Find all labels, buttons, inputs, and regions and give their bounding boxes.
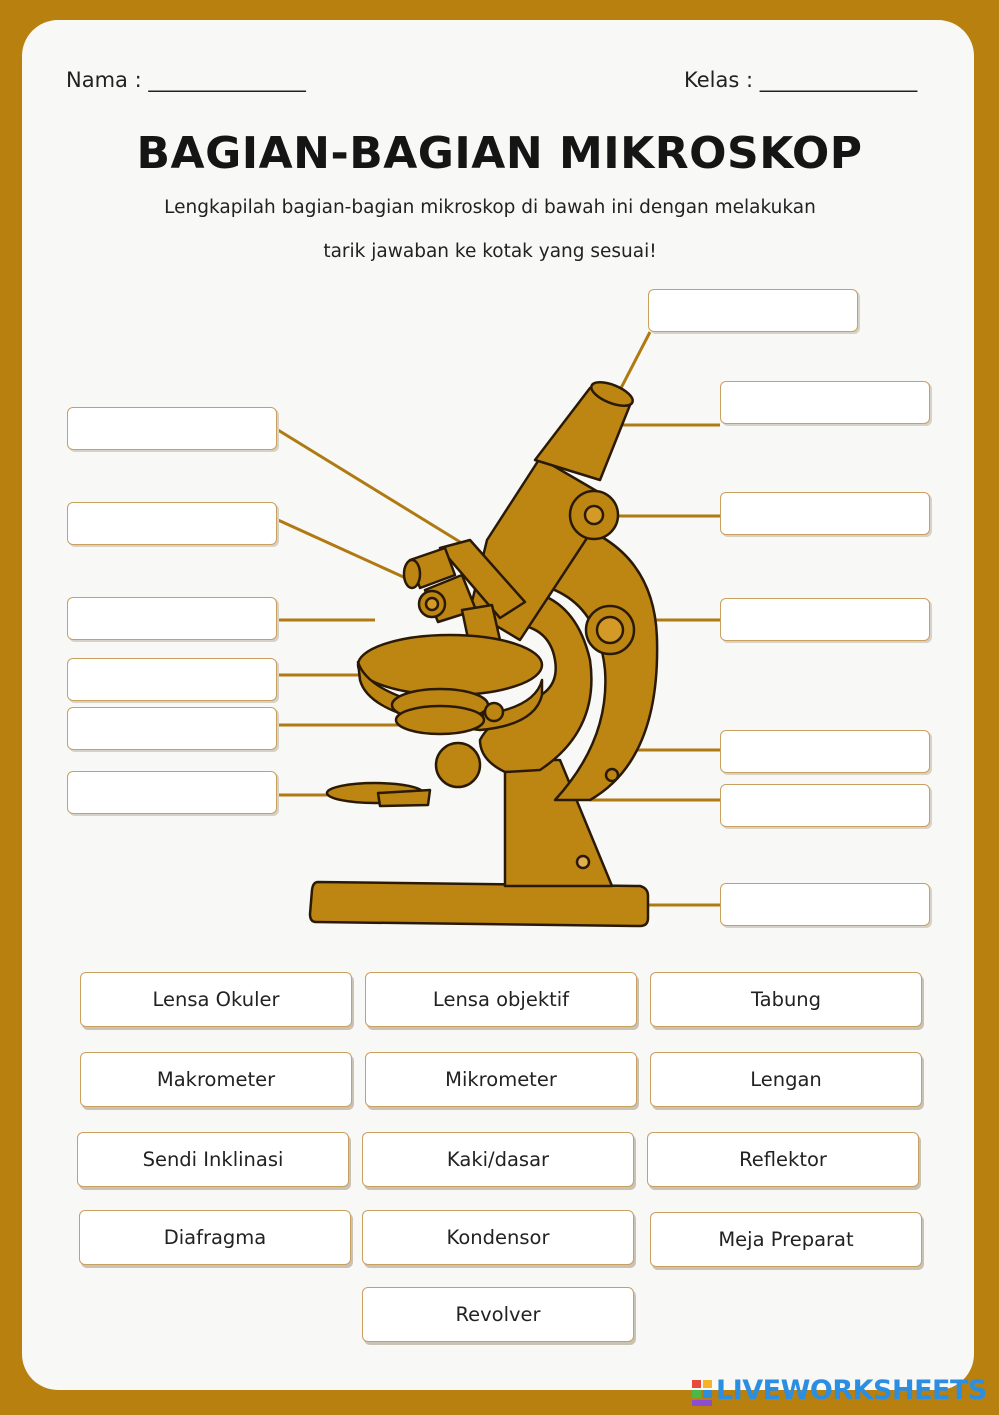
drop-box-left-6[interactable] bbox=[67, 771, 277, 814]
answer-option[interactable]: Reflektor bbox=[647, 1132, 919, 1187]
answer-option[interactable]: Kaki/dasar bbox=[362, 1132, 634, 1187]
drop-box-left-4[interactable] bbox=[67, 658, 277, 701]
drop-box-right-5[interactable] bbox=[720, 730, 930, 773]
instruction-line-2: tarik jawaban ke kotak yang sesuai! bbox=[323, 241, 657, 262]
answer-option[interactable]: Revolver bbox=[362, 1287, 634, 1342]
answer-option[interactable]: Kondensor bbox=[362, 1210, 634, 1265]
drop-box-right-6[interactable] bbox=[720, 784, 930, 827]
drop-box-right-7[interactable] bbox=[720, 883, 930, 926]
drop-box-right-4[interactable] bbox=[720, 598, 930, 641]
drop-box-right-3[interactable] bbox=[720, 492, 930, 535]
microscope-body bbox=[310, 377, 657, 926]
answer-option[interactable]: Meja Preparat bbox=[650, 1212, 922, 1267]
drop-box-left-1[interactable] bbox=[67, 407, 277, 450]
answer-option[interactable]: Mikrometer bbox=[365, 1052, 637, 1107]
name-field-label: Nama : _______________ bbox=[66, 68, 306, 92]
page-title: BAGIAN-BAGIAN MIKROSKOP bbox=[136, 128, 863, 179]
drop-box-left-5[interactable] bbox=[67, 707, 277, 750]
drop-box-left-3[interactable] bbox=[67, 597, 277, 640]
answer-option[interactable]: Lengan bbox=[650, 1052, 922, 1107]
answer-option[interactable]: Makrometer bbox=[80, 1052, 352, 1107]
answer-option[interactable]: Tabung bbox=[650, 972, 922, 1027]
answer-option[interactable]: Diafragma bbox=[79, 1210, 351, 1265]
instruction-line-1: Lengkapilah bagian-bagian mikroskop di bawah ini dengan melakukan bbox=[164, 197, 816, 218]
class-field-label: Kelas : _______________ bbox=[684, 68, 918, 92]
drop-box-right-2[interactable] bbox=[720, 381, 930, 424]
answer-option[interactable]: Lensa objektif bbox=[365, 972, 637, 1027]
liveworksheets-brand: LIVEWORKSHEETS bbox=[716, 1375, 987, 1406]
answer-option[interactable]: Lensa Okuler bbox=[80, 972, 352, 1027]
drop-box-left-2[interactable] bbox=[67, 502, 277, 545]
drop-box-right-1[interactable] bbox=[648, 289, 858, 332]
liveworksheets-logo-icon bbox=[692, 1378, 714, 1408]
answer-option[interactable]: Sendi Inklinasi bbox=[77, 1132, 349, 1187]
